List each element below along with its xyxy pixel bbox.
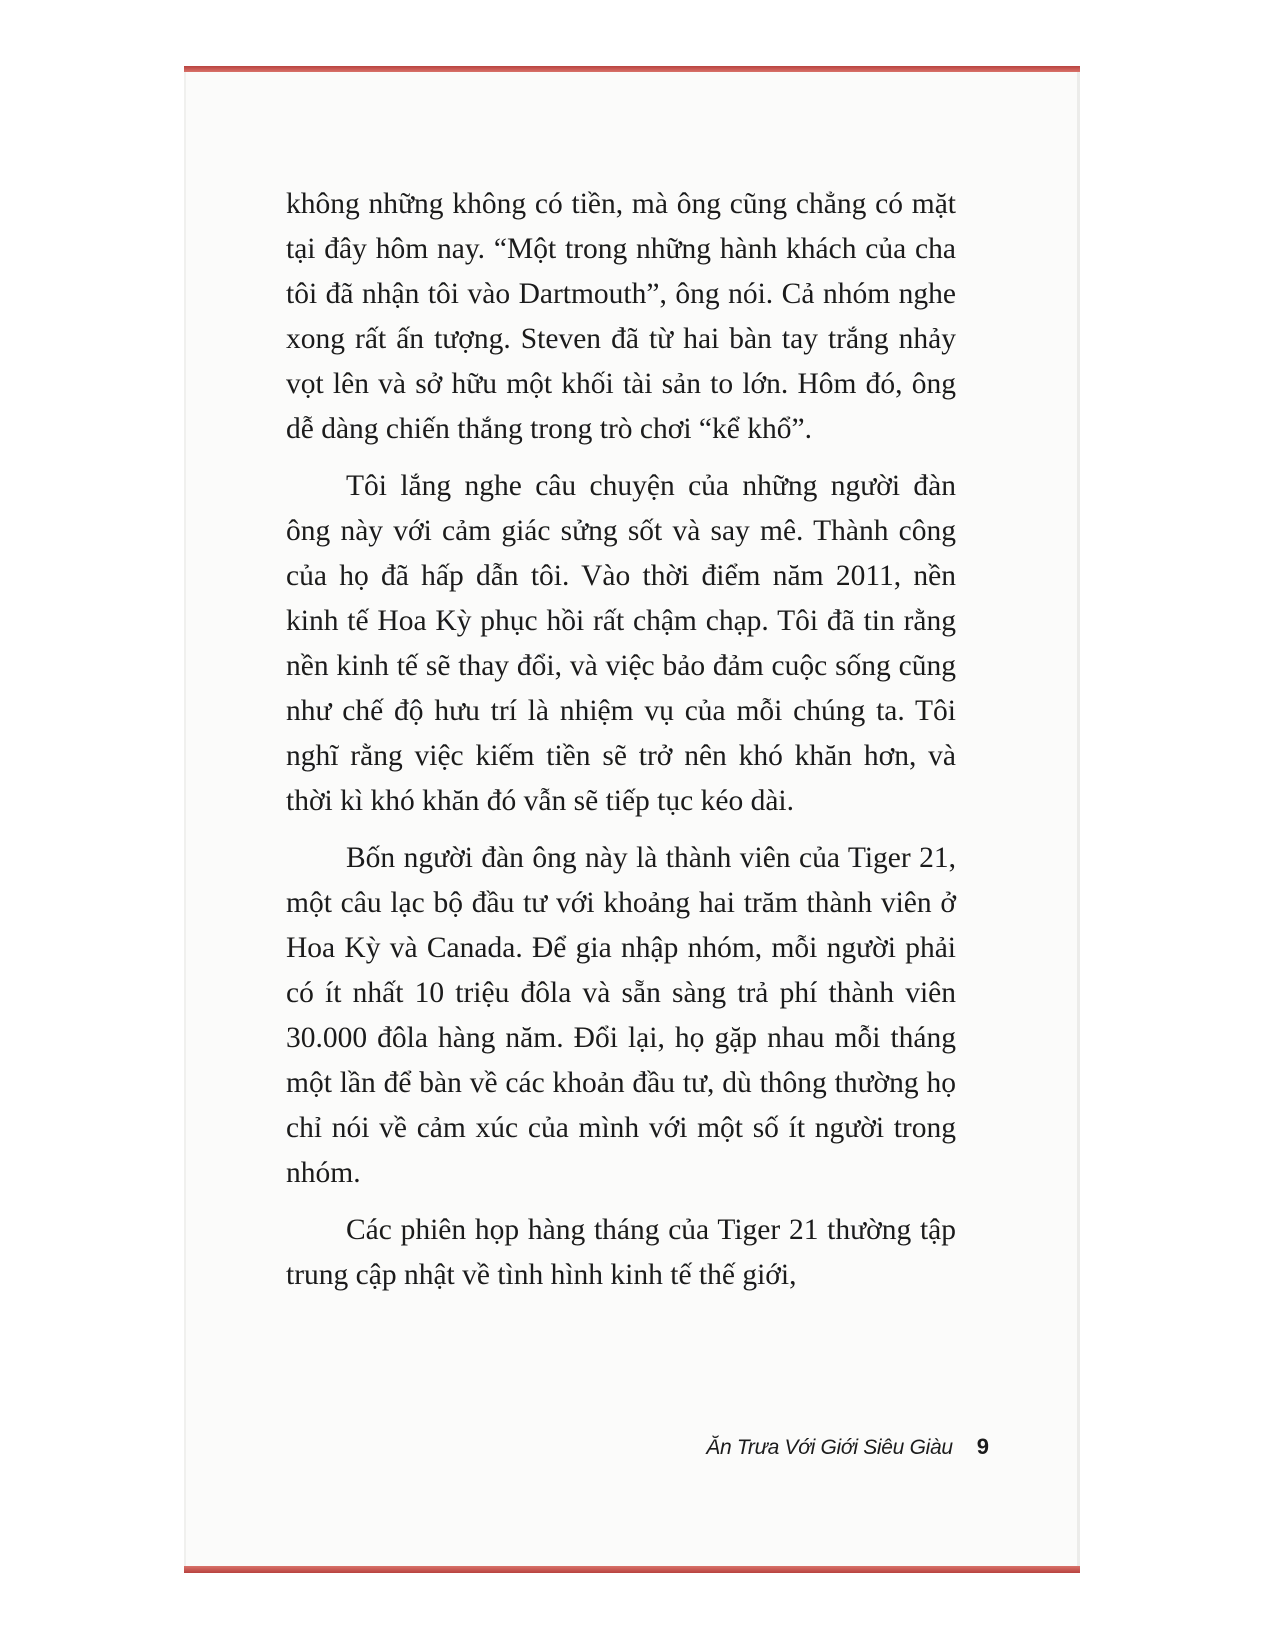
page-number: 9 [976, 1434, 989, 1459]
body-text [286, 182, 956, 1310]
book-page [184, 72, 1080, 1566]
paragraph-1: không những không có tiền, mà ông cũng chẳng có mặt tại đây hôm nay. “Một trong những hành khách của cha tôi đã nhận tôi vào Dartmouth”, ông nói. Cả nhóm nghe xong rất ấn tượng. Steven đã từ hai bàn tay trắng nhảy vọt lên và sở hữu một khối tài sản to lớn. Hôm đó, ông dễ dàng chiến thắng trong trò chơi “kể khổ”. [286, 188, 956, 445]
page-footer [706, 1434, 989, 1460]
paragraph-2: Tôi lắng nghe câu chuyện của những người đàn ông này với cảm giác sửng sốt và say mê. Thành công của họ đã hấp dẫn tôi. Vào thời điểm năm 2011, nền kinh tế Hoa Kỳ phục hồi rất chậm chạp. Tôi đã tin rằng nền kinh tế sẽ thay đổi, và việc bảo đảm cuộc sống cũng như chế độ hưu trí là nhiệm vụ của mỗi chúng ta. Tôi nghĩ rằng việc kiếm tiền sẽ trở nên khó khăn hơn, và thời kì khó khăn đó vẫn sẽ tiếp tục kéo dài. [286, 470, 956, 817]
running-title: Ăn Trưa Với Giới Siêu Giàu [706, 1436, 953, 1459]
page-edge-bottom [184, 1566, 1080, 1573]
paragraph-3: Bốn người đàn ông này là thành viên của Tiger 21, một câu lạc bộ đầu tư với khoảng hai trăm thành viên ở Hoa Kỳ và Canada. Để gia nhập nhóm, mỗi người phải có ít nhất 10 triệu đôla và sẵn sàng trả phí thành viên 30.000 đôla hàng năm. Đổi lại, họ gặp nhau mỗi tháng một lần để bàn về các khoản đầu tư, dù thông thường họ chỉ nói về cảm xúc của mình với một số ít người trong nhóm. [286, 842, 956, 1189]
paragraph-4: Các phiên họp hàng tháng của Tiger 21 thường tập trung cập nhật về tình hình kinh tế thế giới, [286, 1214, 956, 1291]
